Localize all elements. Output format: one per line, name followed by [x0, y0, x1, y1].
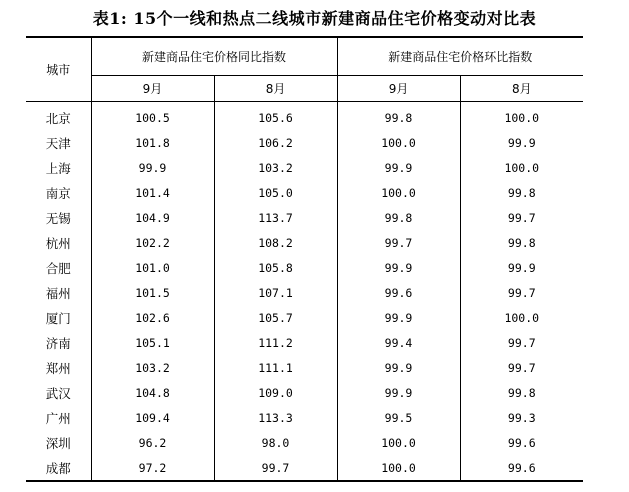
table-row — [26, 380, 583, 405]
yoy-aug-cell: 107.1 — [214, 280, 337, 305]
yoy-sep-cell: 104.9 — [91, 205, 214, 230]
yoy-aug-cell: 99.7 — [214, 455, 337, 481]
table-title: 表1: 15个一线和热点二线城市新建商品住宅价格变动对比表 — [92, 9, 537, 28]
mom-index-group-header: 新建商品住宅价格环比指数 — [337, 37, 583, 76]
city-cell: 广州 — [45, 410, 71, 426]
mom-aug-cell: 99.7 — [460, 355, 583, 380]
table-row — [26, 155, 583, 180]
yoy-sep-cell: 99.9 — [91, 155, 214, 180]
mom-aug-cell: 99.8 — [460, 230, 583, 255]
yoy-aug-cell: 109.0 — [214, 380, 337, 405]
yoy-sep-cell: 105.1 — [91, 330, 214, 355]
mom-aug-cell: 100.0 — [460, 305, 583, 330]
yoy-sep-cell: 100.5 — [91, 102, 214, 131]
city-cell: 福州 — [45, 285, 71, 301]
table-row — [26, 430, 583, 455]
yoy-sep-cell: 101.8 — [91, 130, 214, 155]
table-header — [26, 37, 583, 102]
yoy-sep-cell: 101.0 — [91, 255, 214, 280]
yoy-sep-cell: 97.2 — [91, 455, 214, 481]
mom-sep-cell: 100.0 — [337, 430, 460, 455]
mom-sep-cell: 99.6 — [337, 280, 460, 305]
yoy-aug-cell: 98.0 — [214, 430, 337, 455]
mom-aug-cell: 99.8 — [460, 180, 583, 205]
yoy-sep-cell: 104.8 — [91, 380, 214, 405]
mom-aug-cell: 100.0 — [460, 155, 583, 180]
city-cell: 武汉 — [45, 385, 71, 401]
yoy-aug-cell: 105.6 — [214, 102, 337, 131]
mom-aug-header: 8月 — [460, 76, 583, 102]
yoy-sep-cell: 103.2 — [91, 355, 214, 380]
city-cell: 上海 — [45, 160, 71, 176]
city-cell: 北京 — [45, 110, 71, 126]
yoy-aug-header: 8月 — [214, 76, 337, 102]
table-body — [26, 102, 583, 482]
mom-aug-cell: 99.6 — [460, 455, 583, 481]
table-row — [26, 180, 583, 205]
table-row — [26, 330, 583, 355]
mom-sep-cell: 100.0 — [337, 180, 460, 205]
yoy-aug-cell: 105.0 — [214, 180, 337, 205]
mom-aug-cell: 99.9 — [460, 255, 583, 280]
yoy-aug-cell: 106.2 — [214, 130, 337, 155]
city-column-header: 城市 — [26, 37, 91, 102]
yoy-aug-cell: 111.1 — [214, 355, 337, 380]
mom-sep-cell: 100.0 — [337, 455, 460, 481]
city-cell: 合肥 — [45, 260, 71, 276]
mom-sep-cell: 99.7 — [337, 230, 460, 255]
yoy-sep-cell: 109.4 — [91, 405, 214, 430]
mom-sep-cell: 100.0 — [337, 130, 460, 155]
price-index-table — [26, 36, 583, 482]
city-cell: 南京 — [45, 185, 71, 201]
yoy-aug-cell: 113.3 — [214, 405, 337, 430]
yoy-aug-cell: 103.2 — [214, 155, 337, 180]
header-row-months — [26, 76, 583, 102]
mom-sep-cell: 99.4 — [337, 330, 460, 355]
city-cell: 深圳 — [45, 435, 71, 451]
table-row — [26, 355, 583, 380]
yoy-sep-cell: 101.4 — [91, 180, 214, 205]
yoy-sep-cell: 102.2 — [91, 230, 214, 255]
yoy-aug-cell: 105.7 — [214, 305, 337, 330]
table-row — [26, 102, 583, 131]
mom-aug-cell: 99.7 — [460, 205, 583, 230]
yoy-sep-header: 9月 — [91, 76, 214, 102]
yoy-aug-cell: 113.7 — [214, 205, 337, 230]
yoy-sep-cell: 96.2 — [91, 430, 214, 455]
table-row — [26, 205, 583, 230]
mom-aug-cell: 99.8 — [460, 380, 583, 405]
mom-sep-cell: 99.9 — [337, 155, 460, 180]
table-row — [26, 455, 583, 481]
table-row — [26, 280, 583, 305]
mom-aug-cell: 99.3 — [460, 405, 583, 430]
mom-sep-cell: 99.8 — [337, 205, 460, 230]
city-cell: 成都 — [26, 455, 91, 481]
mom-sep-cell: 99.9 — [337, 355, 460, 380]
table-row — [26, 305, 583, 330]
mom-aug-cell: 99.7 — [460, 330, 583, 355]
header-row-groups — [26, 37, 583, 76]
mom-aug-cell: 100.0 — [460, 102, 583, 131]
city-cell: 厦门 — [45, 310, 71, 326]
mom-aug-cell: 99.6 — [460, 430, 583, 455]
table-row — [26, 230, 583, 255]
mom-aug-cell: 99.7 — [460, 280, 583, 305]
mom-aug-cell: 99.9 — [460, 130, 583, 155]
yoy-aug-cell: 108.2 — [214, 230, 337, 255]
mom-sep-cell: 99.5 — [337, 405, 460, 430]
table-row — [26, 405, 583, 430]
mom-sep-cell: 99.9 — [337, 255, 460, 280]
table-row — [26, 255, 583, 280]
city-cell: 天津 — [45, 135, 71, 151]
yoy-index-group-header: 新建商品住宅价格同比指数 — [91, 37, 337, 76]
mom-sep-cell: 99.8 — [337, 102, 460, 131]
mom-sep-cell: 99.9 — [337, 380, 460, 405]
yoy-sep-cell: 101.5 — [91, 280, 214, 305]
city-cell: 济南 — [45, 335, 71, 351]
mom-sep-cell: 99.9 — [337, 305, 460, 330]
yoy-aug-cell: 111.2 — [214, 330, 337, 355]
table-row — [26, 130, 583, 155]
mom-sep-header: 9月 — [337, 76, 460, 102]
yoy-sep-cell: 102.6 — [91, 305, 214, 330]
city-cell: 郑州 — [45, 360, 71, 376]
yoy-aug-cell: 105.8 — [214, 255, 337, 280]
city-cell: 杭州 — [45, 235, 71, 251]
city-cell: 无锡 — [45, 210, 71, 226]
